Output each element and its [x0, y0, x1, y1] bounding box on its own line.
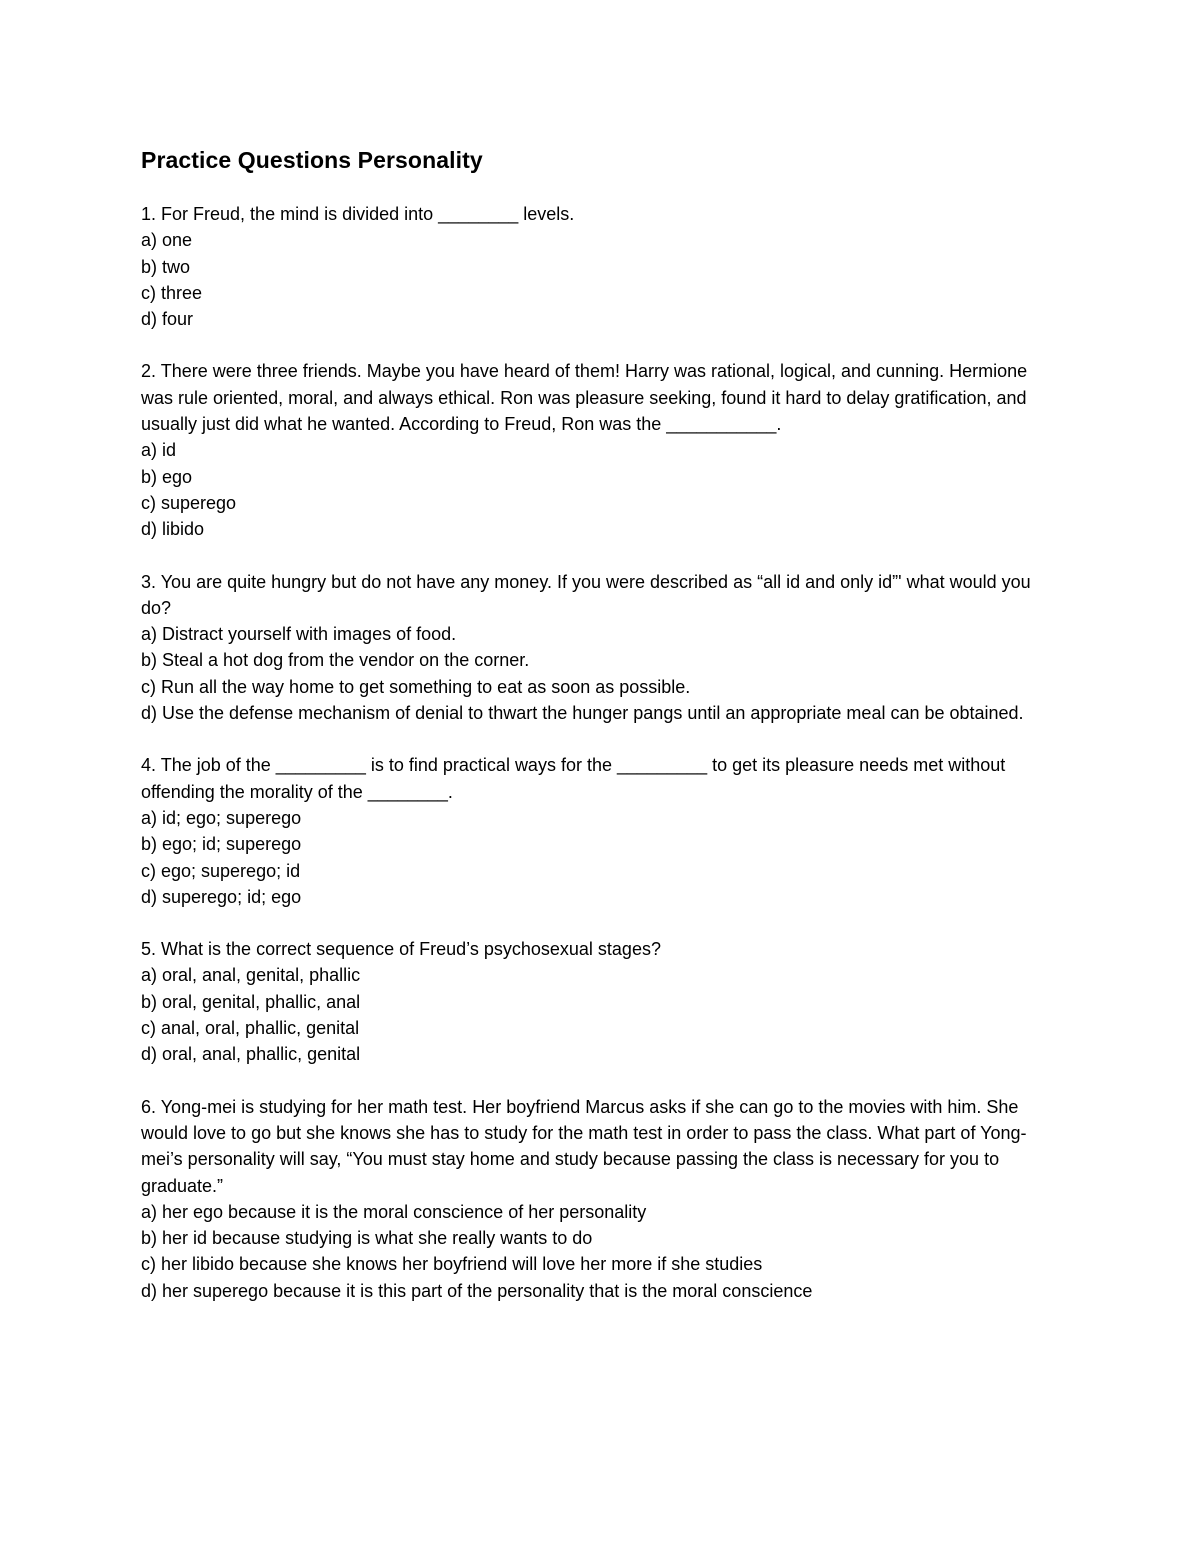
- answer-option: a) id: [141, 440, 177, 461]
- question-1: [141, 201, 1061, 332]
- question-number: 3.: [141, 571, 157, 592]
- answer-option: c) three: [141, 282, 203, 303]
- answer-option: d) oral, anal, phallic, genital: [141, 1044, 361, 1065]
- question-number: 5.: [141, 939, 157, 960]
- answer-option: c) her libido because she knows her boyfriend will love her more if she studies: [141, 1254, 763, 1275]
- answer-option: c) superego: [141, 492, 237, 513]
- document-page: [141, 143, 1061, 1330]
- question-stem: Yong-mei is studying for her math test. Her boyfriend Marcus asks if she can go to the movies with him. She would love to go but she knows she has to study for the math test in order to pass the class. What part of Yong-mei’s personality will say, “You must stay home and study because passing the class is necessary for you to graduate.”: [141, 1096, 1027, 1196]
- question-stem: What is the correct sequence of Freud’s psychosexual stages?: [161, 939, 661, 960]
- question-number: 6.: [141, 1096, 157, 1117]
- answer-option: c) Run all the way home to get something to eat as soon as possible.: [141, 676, 691, 697]
- document-title: Practice Questions Personality: [141, 147, 483, 173]
- question-stem: You are quite hungry but do not have any money. If you were described as “all id and only id”' what would you do?: [141, 571, 1031, 618]
- question-6: [141, 1094, 1061, 1304]
- answer-option: d) four: [141, 309, 194, 330]
- answer-option: b) Steal a hot dog from the vendor on the corner.: [141, 650, 530, 671]
- question-stem: The job of the _________ is to find practical ways for the _________ to get its pleasure needs met without offending the morality of the ________.: [141, 755, 1006, 802]
- question-stem: There were three friends. Maybe you have heard of them! Harry was rational, logical, and cunning. Hermione was rule oriented, moral, and always ethical. Ron was pleasure seeking, found it hard to delay gratification, and usually just did what he wanted. According to Freud, Ron was the ___________.: [141, 361, 1028, 435]
- question-number: 4.: [141, 755, 157, 776]
- answer-option: d) libido: [141, 519, 205, 540]
- answer-option: b) oral, genital, phallic, anal: [141, 991, 361, 1012]
- answer-option: c) ego; superego; id: [141, 860, 301, 881]
- answer-option: a) one: [141, 230, 193, 251]
- answer-option: b) two: [141, 256, 191, 277]
- question-3: [141, 569, 1061, 727]
- question-stem: For Freud, the mind is divided into ________ levels.: [161, 204, 575, 224]
- answer-option: c) anal, oral, phallic, genital: [141, 1018, 360, 1039]
- question-2: [141, 358, 1061, 542]
- answer-option: a) her ego because it is the moral conscience of her personality: [141, 1201, 647, 1222]
- question-number: 2.: [141, 361, 157, 382]
- answer-option: d) her superego because it is this part of the personality that is the moral conscience: [141, 1280, 813, 1301]
- answer-option: a) id; ego; superego: [141, 807, 302, 828]
- answer-option: b) ego: [141, 466, 193, 487]
- question-number: 1.: [141, 204, 157, 224]
- answer-option: d) Use the defense mechanism of denial to thwart the hunger pangs until an appropriate meal can be obtained.: [141, 703, 1024, 724]
- question-4: [141, 752, 1061, 910]
- answer-option: a) oral, anal, genital, phallic: [141, 965, 361, 986]
- answer-option: b) her id because studying is what she really wants to do: [141, 1228, 593, 1249]
- answer-option: b) ego; id; superego: [141, 834, 302, 855]
- question-5: [141, 936, 1061, 1067]
- answer-option: d) superego; id; ego: [141, 886, 302, 907]
- answer-option: a) Distract yourself with images of food.: [141, 624, 457, 645]
